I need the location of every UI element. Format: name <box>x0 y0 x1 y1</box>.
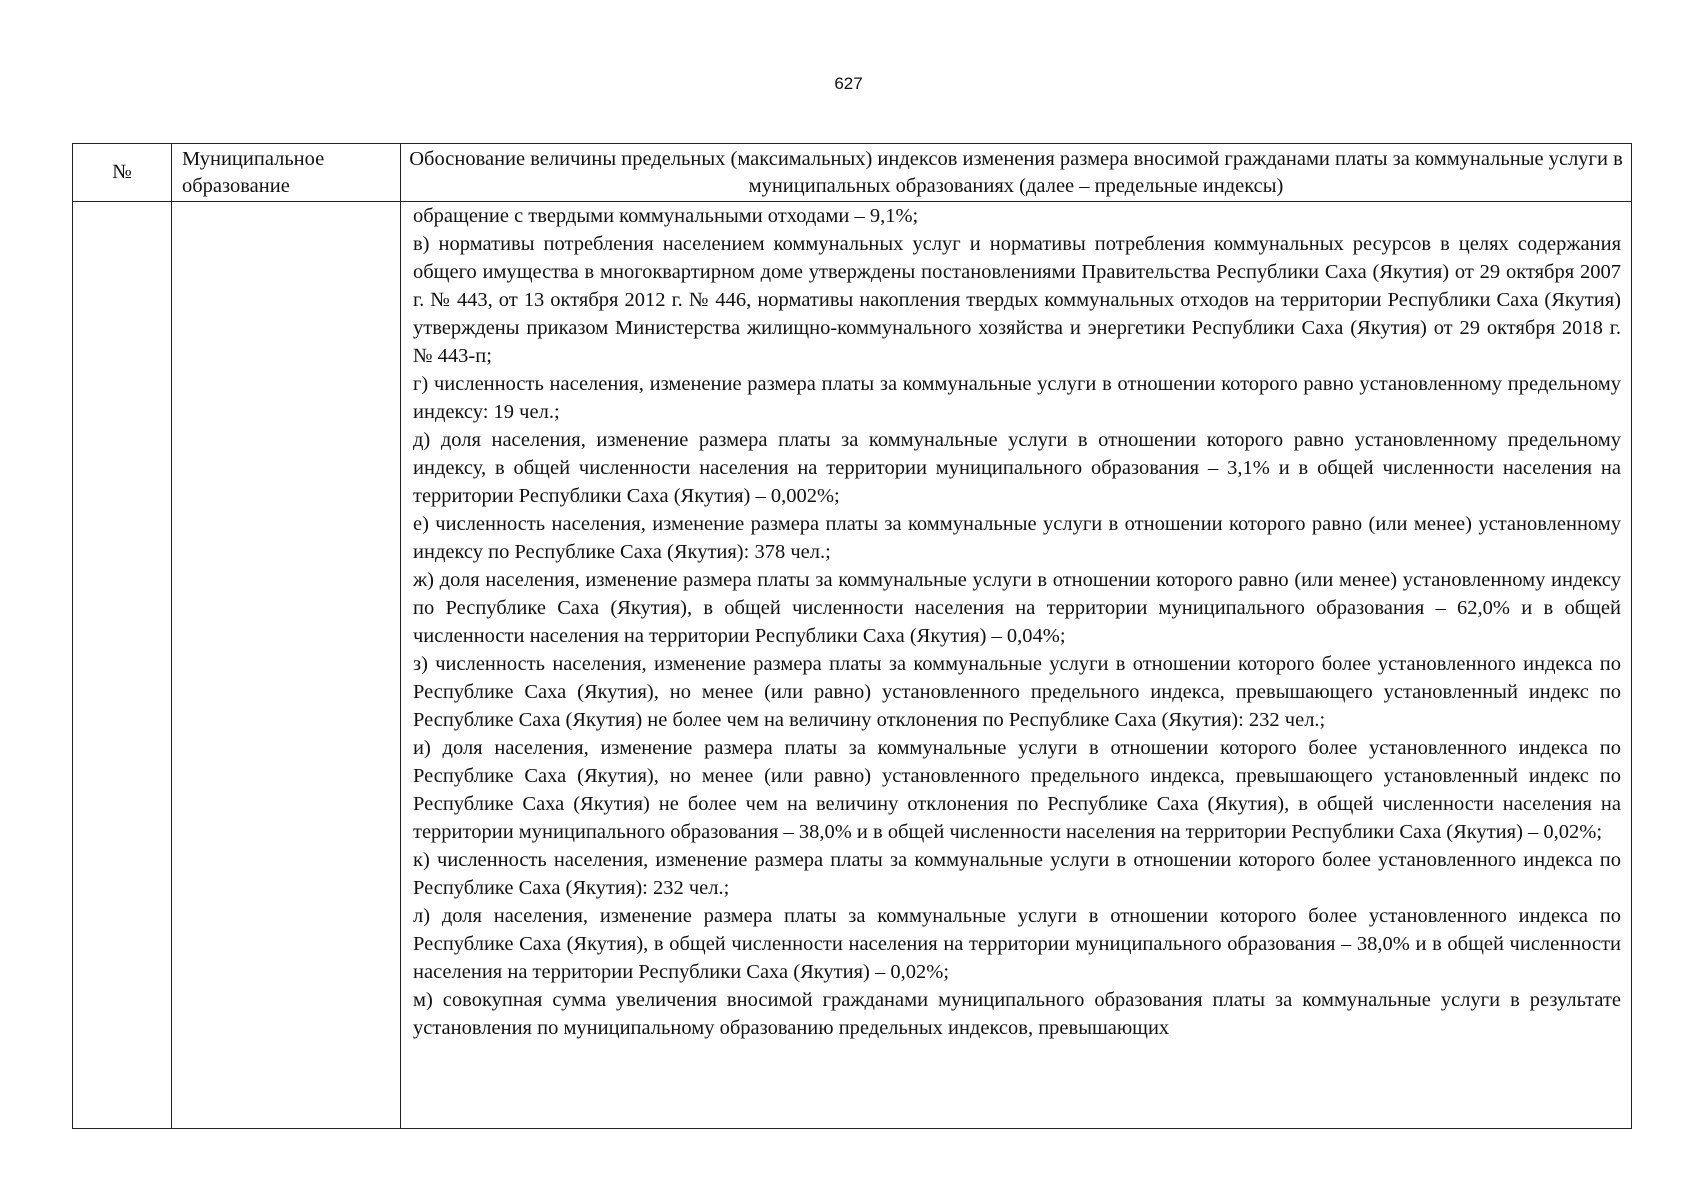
header-municipality: Муниципальное образование <box>172 144 401 202</box>
paragraph-zh-share: ж) доля населения, изменение размера платы за коммунальные услуги в отношении которого равно (или менее) установленному индексу по Республике Саха (Якутия), в общей численности населения на территории муниципального образования – 62,0% и в общей численности населения на территории Республики Саха (Якутия) – 0,04%; <box>413 569 1621 647</box>
cell-municipality <box>172 202 401 1129</box>
paragraph-k-population: к) численность населения, изменение размера платы за коммунальные услуги в отношении которого более установленного индекса по Республике Саха (Якутия): 232 чел.; <box>413 849 1621 899</box>
paragraph-waste-share: обращение с твердыми коммунальными отходами – 9,1%; <box>413 205 919 227</box>
page-number: 627 <box>834 74 863 93</box>
paragraph-z-population: з) численность населения, изменение размера платы за коммунальные услуги в отношении которого более установленного индекса по Республике Саха (Якутия), но менее (или равно) установленного предельного индекса, превышающего установленный индекс по Республике Саха (Якутия) не более чем на величину отклонения по Республике Саха (Якутия): 232 чел.; <box>413 653 1621 731</box>
paragraph-l-share: л) доля населения, изменение размера платы за коммунальные услуги в отношении которого более установленного индекса по Республике Саха (Якутия), в общей численности населения на территории муниципального образования – 38,0% и в общей численности населения на территории Республики Саха (Якутия) – 0,02%; <box>413 905 1621 983</box>
paragraph-i-share: и) доля населения, изменение размера платы за коммунальные услуги в отношении которого более установленного индекса по Республике Саха (Якутия), но менее (или равно) установленного предельного индекса, превышающего установленный индекс по Республике Саха (Якутия) не более чем на величину отклонения по Республике Саха (Якутия), в общей численности населения на территории муниципального образования – 38,0% и в общей численности населения на территории Республики Саха (Якутия) – 0,02%; <box>413 737 1621 843</box>
paragraph-g-population: г) численность населения, изменение размера платы за коммунальные услуги в отношении которого равно установленному предельному индексу: 19 чел.; <box>413 373 1621 423</box>
paragraph-d-share: д) доля населения, изменение размера платы за коммунальные услуги в отношении которого равно установленному предельному индексу, в общей численности населения на территории муниципального образования – 3,1% и в общей численности населения на территории Республики Саха (Якутия) – 0,002%; <box>413 429 1621 507</box>
table-row <box>73 202 1632 1129</box>
table-header-row <box>73 144 1632 202</box>
paragraph-m-total-increase: м) совокупная сумма увеличения вносимой гражданами муниципального образования платы за коммунальные услуги в результате установления по муниципальному образованию предельных индексов, превышающих <box>413 989 1621 1039</box>
header-number: № <box>73 144 172 202</box>
justification-table <box>72 143 1632 1129</box>
cell-justification <box>401 202 1632 1129</box>
header-justification: Обоснование величины предельных (максимальных) индексов изменения размера вносимой гражданами платы за коммунальные услуги в муниципальных образованиях (далее – предельные индексы) <box>401 144 1632 202</box>
paragraph-e-population: е) численность населения, изменение размера платы за коммунальные услуги в отношении которого равно (или менее) установленному индексу по Республике Саха (Якутия): 378 чел.; <box>413 513 1621 563</box>
paragraph-v-norms: в) нормативы потребления населением коммунальных услуг и нормативы потребления коммунальных ресурсов в целях содержания общего имущества в многоквартирном доме утверждены постановлениями Правительства Республики Саха (Якутия) от 29 октября 2007 г. № 443, от 13 октября 2012 г. № 446, нормативы накопления твердых коммунальных отходов на территории Республики Саха (Якутия) утверждены приказом Министерства жилищно-коммунального хозяйства и энергетики Республики Саха (Якутия) от 29 октября 2018 г. № 443-п; <box>413 233 1621 367</box>
cell-number <box>73 202 172 1129</box>
